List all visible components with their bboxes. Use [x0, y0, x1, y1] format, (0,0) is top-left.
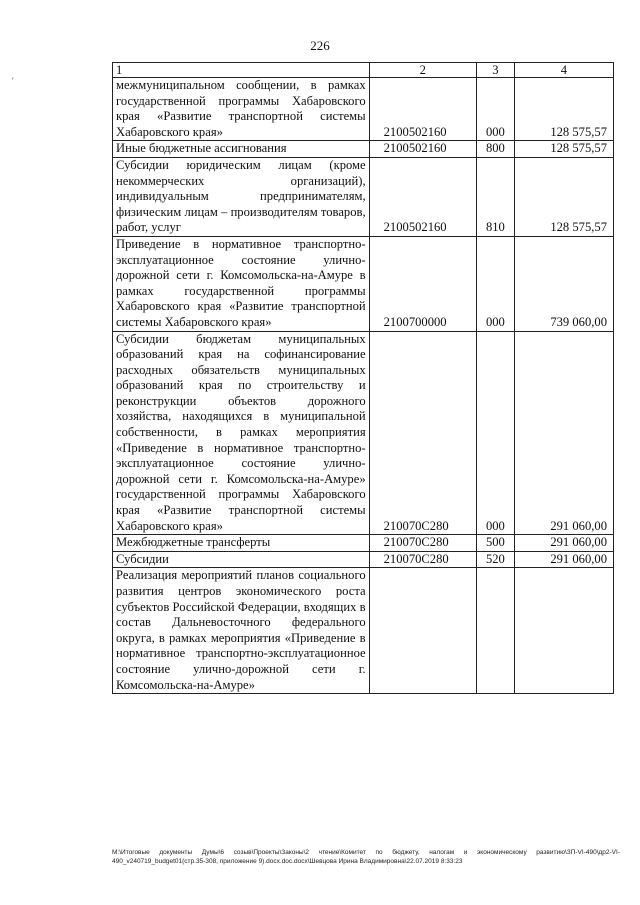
- row-expense-type: 000: [476, 78, 514, 141]
- margin-mark: ': [12, 76, 14, 86]
- table-row: [113, 157, 614, 236]
- row-amount: 291 060,00: [514, 535, 613, 552]
- row-description: Иные бюджетные ассигнования: [116, 141, 287, 156]
- row-amount: 128 575,57: [514, 141, 613, 158]
- row-amount: 128 575,57: [514, 78, 613, 141]
- budget-table: [112, 62, 614, 694]
- table-row: [113, 535, 614, 552]
- table-row: [113, 551, 614, 568]
- row-target-code: 210070С280: [369, 551, 476, 568]
- table-row: [113, 78, 614, 141]
- row-description: Межбюджетные трансферты: [116, 535, 271, 550]
- row-amount: [514, 568, 613, 694]
- row-description: Субсидии: [116, 551, 169, 566]
- row-amount: 291 060,00: [514, 551, 613, 568]
- table-row: [113, 331, 614, 535]
- table-row: [113, 236, 614, 331]
- header-col-3: 3: [476, 63, 514, 78]
- row-description: Реализация мероприятий планов социального развития центров экономического роста субъектов Российской Федерации, входящих в состав Дальневосточного федерального округа, в рамках мероприятия «Приведение в нормативное транспортно-эксплуатационное состояние улично-дорожной сети г. Комсомольска-на-Амуре»: [116, 568, 366, 692]
- row-target-code: 210070С280: [369, 331, 476, 535]
- row-description: Приведение в нормативное транспортно-эксплуатационное состояние улично-дорожной сети г. Комсомольска-на-Амуре в рамках государственной программы Хабаровского края «Развитие транспортной системы Хабаровского края»: [116, 236, 366, 329]
- row-amount: 739 060,00: [514, 236, 613, 331]
- row-amount: 291 060,00: [514, 331, 613, 535]
- row-expense-type: 000: [476, 331, 514, 535]
- document-path-footer: M:\Итоговые документы Думы\6 созыв\Проекты\Законы\2 чтение\Комитет по бюджету, налогам и экономическому развитию\ЗП-VI-490\др2-VI-490_v240719_budget01(стр.35-308, приложение 9).docx.doc.docx\Шевцова Ирина Владимировна\22.07.2019 8:33:23: [112, 849, 620, 865]
- row-expense-type: 500: [476, 535, 514, 552]
- page-number: 226: [310, 38, 330, 53]
- row-target-code: [369, 568, 476, 694]
- header-col-4: 4: [514, 63, 613, 78]
- row-description: Субсидии бюджетам муниципальных образований края на софинансирование расходных обязательств муниципальных образований края по строительству и реконструкции объектов дорожного хозяйства, находящихся в муниципальной собственности, в рамках мероприятия «Приведение в нормативное транспортно-эксплуатационное состояние улично-дорожной сети г. Комсомольска-на-Амуре» государственной программы Хабаровского края «Развитие транспортной системы Хабаровского края»: [116, 331, 366, 533]
- table-row: [113, 141, 614, 158]
- row-target-code: 2100502160: [369, 157, 476, 236]
- header-col-2: 2: [369, 63, 476, 78]
- row-expense-type: 800: [476, 141, 514, 158]
- header-col-1: 1: [113, 63, 370, 78]
- row-expense-type: 520: [476, 551, 514, 568]
- row-expense-type: 000: [476, 236, 514, 331]
- table-row: [113, 568, 614, 694]
- row-target-code: 2100700000: [369, 236, 476, 331]
- table-header-row: [113, 63, 614, 78]
- row-amount: 128 575,57: [514, 157, 613, 236]
- row-description: Субсидии юридическим лицам (кроме некоммерческих организаций), индивидуальным предпринимателям, физическим лицам – производителям товаров, работ, услуг: [116, 157, 366, 235]
- row-target-code: 210070С280: [369, 535, 476, 552]
- row-expense-type: 810: [476, 157, 514, 236]
- row-target-code: 2100502160: [369, 141, 476, 158]
- row-expense-type: [476, 568, 514, 694]
- row-target-code: 2100502160: [369, 78, 476, 141]
- row-description: межмуниципальном сообщении, в рамках государственной программы Хабаровского края «Развитие транспортной системы Хабаровского края»: [116, 78, 366, 139]
